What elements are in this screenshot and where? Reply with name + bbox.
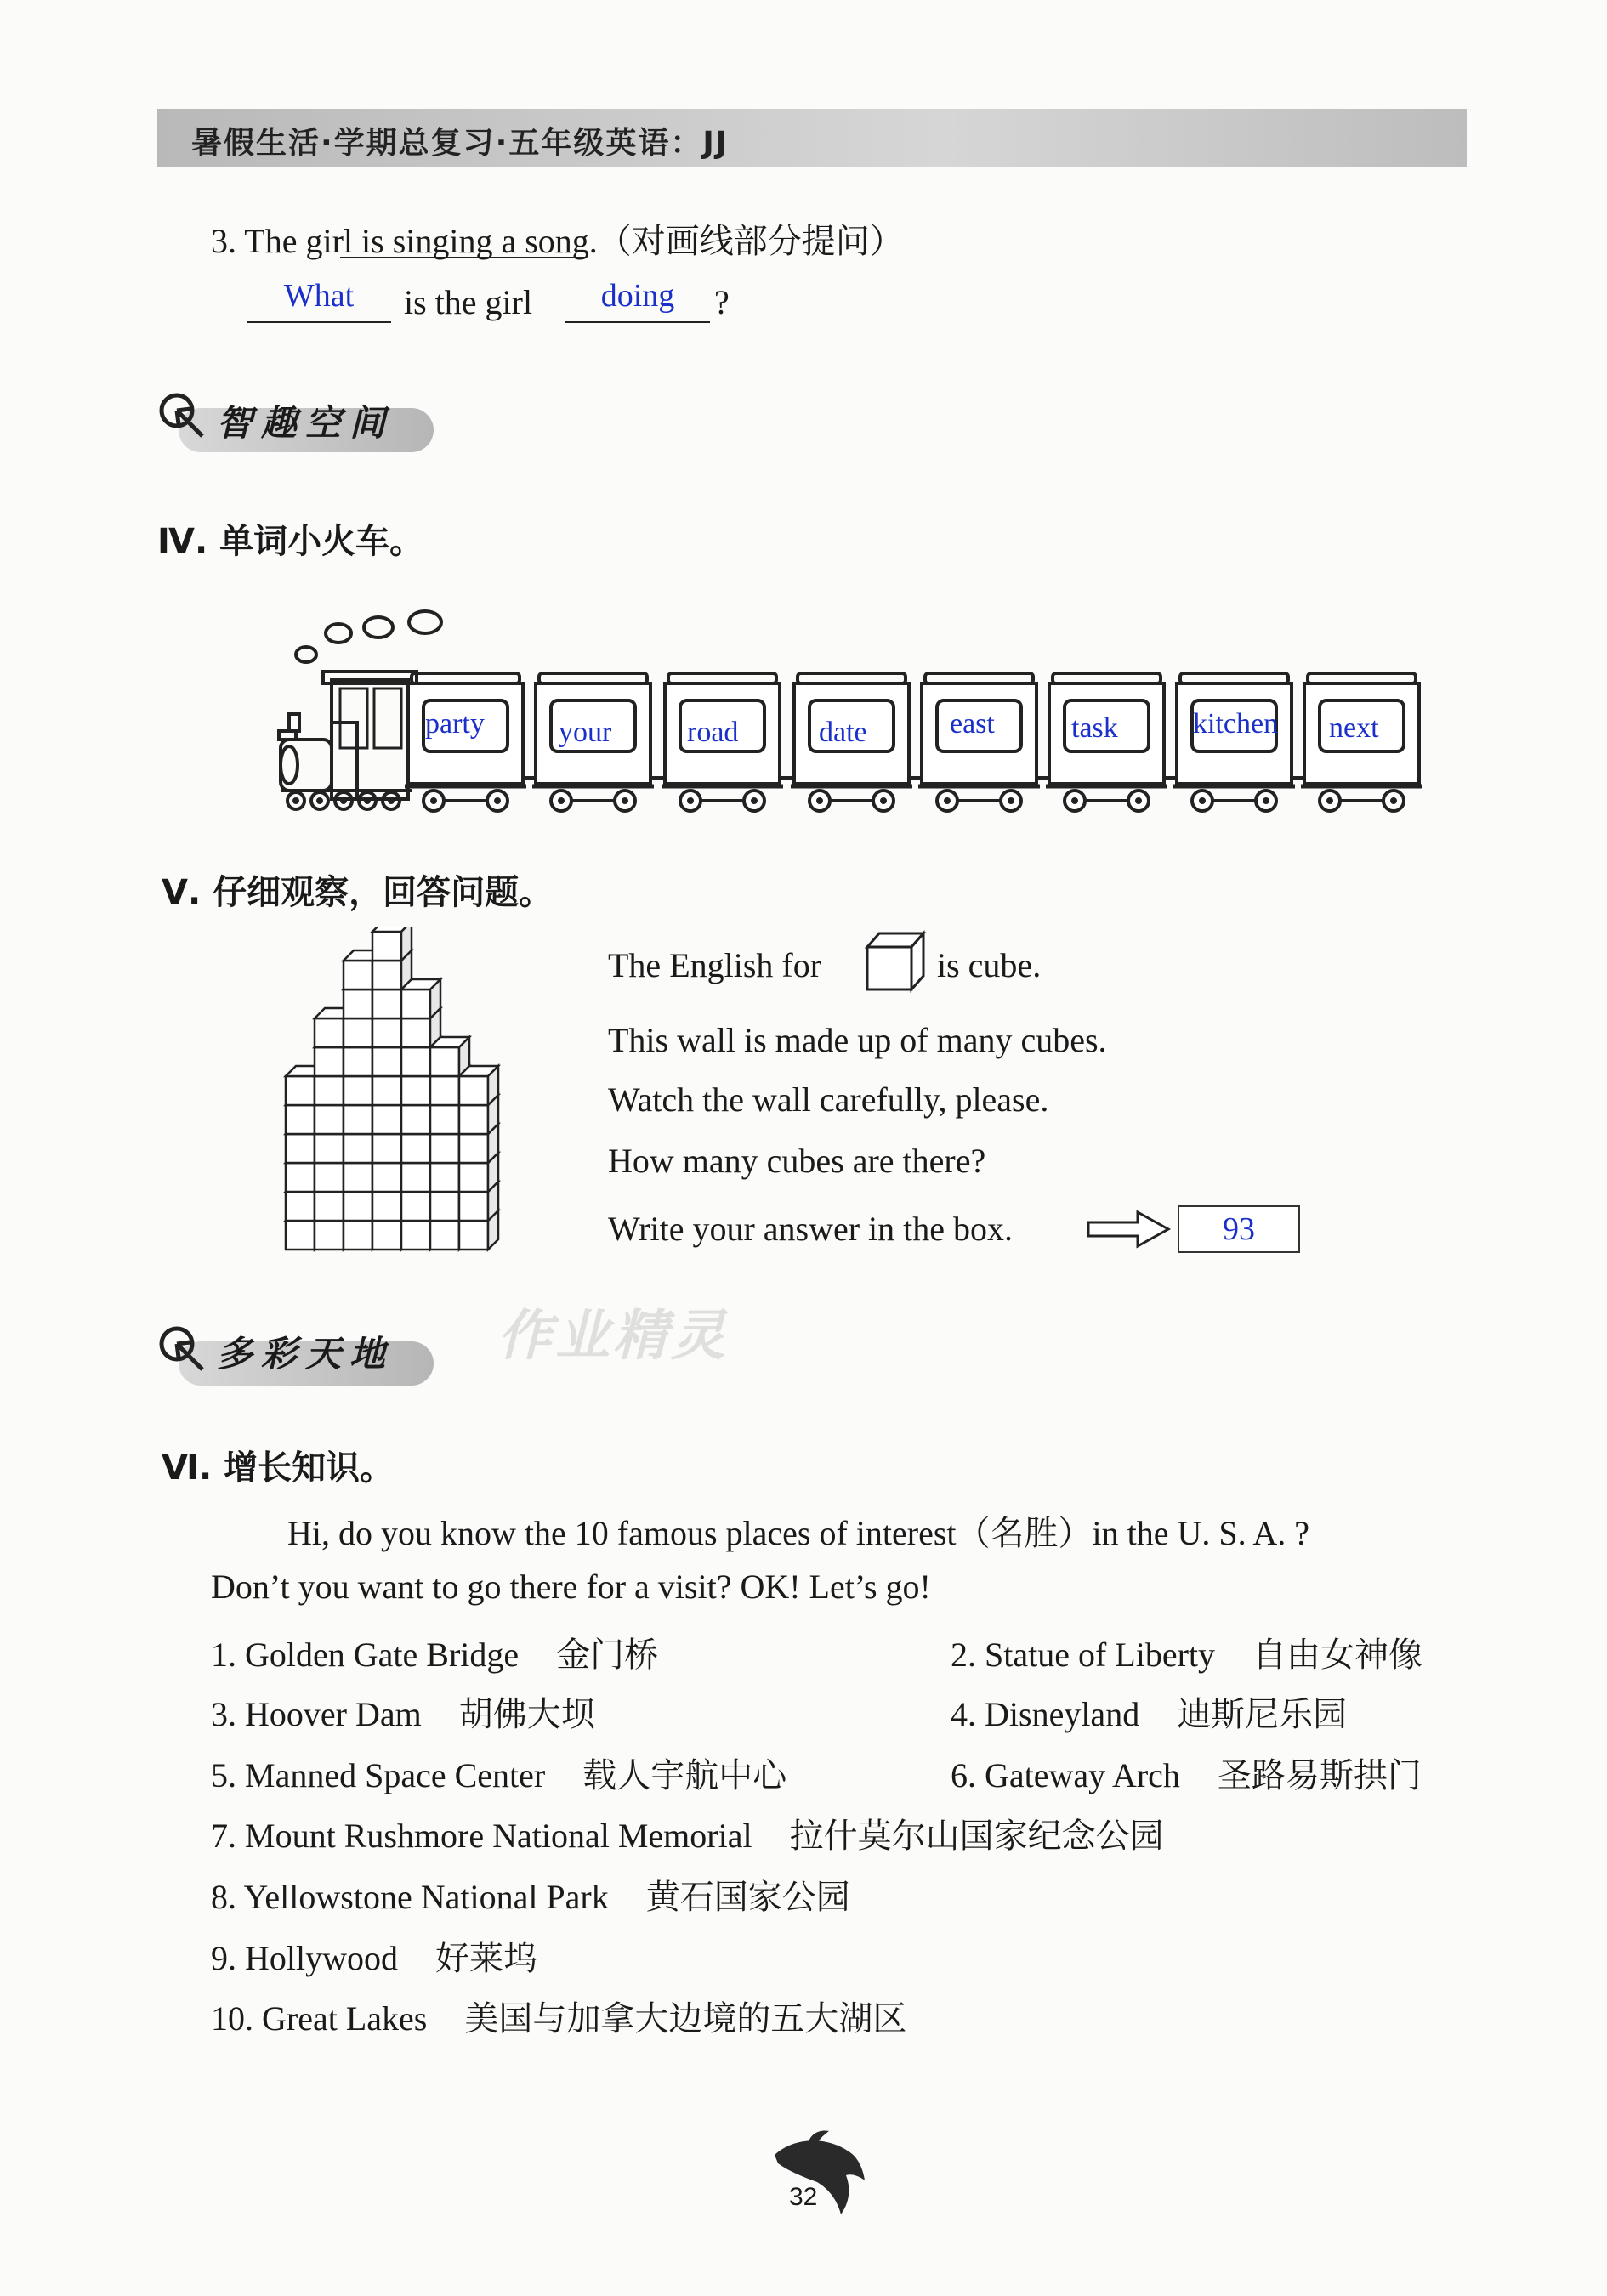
wagon-axle: [494, 797, 501, 804]
v-line2: This wall is made up of many cubes.: [608, 1021, 1107, 1059]
cube-face: [344, 1047, 372, 1076]
cube-face: [401, 989, 430, 1018]
cube-face: [401, 1134, 430, 1163]
v-line1-a: The English for: [608, 946, 822, 984]
answer-box[interactable]: [1178, 1205, 1300, 1253]
answer-blank-2[interactable]: [565, 274, 710, 323]
cube-face: [372, 1047, 401, 1076]
v-line1-b: is cube.: [937, 946, 1042, 984]
cube-face: [372, 932, 401, 961]
cube-face: [459, 1163, 488, 1192]
cube-face: [401, 1047, 430, 1076]
cube-face: [430, 1163, 459, 1192]
v-line3: Watch the wall carefully, please.: [608, 1080, 1049, 1119]
wagon-axle: [751, 797, 758, 804]
cube-face: [401, 1105, 430, 1134]
cube-face: [430, 1192, 459, 1221]
place-3: 3. Hoover Dam 胡佛大坝: [211, 1695, 595, 1733]
question-3-end: ?: [714, 283, 730, 321]
magnifier-arrow-icon: [153, 387, 213, 446]
cube-face: [430, 1221, 459, 1250]
cube-face: [344, 1076, 372, 1105]
cube-face: [344, 1018, 372, 1047]
wagon-axle: [1008, 797, 1014, 804]
wagon-axle: [1135, 797, 1142, 804]
wagon-axle: [880, 797, 887, 804]
magnifier-arrow-icon-2: [153, 1320, 213, 1380]
cube-face: [344, 1221, 372, 1250]
cube-face: [286, 1105, 315, 1134]
cube-face: [315, 1047, 344, 1076]
cube-face: [344, 1163, 372, 1192]
wagon-word-5: east: [950, 708, 995, 740]
cube-face: [430, 1105, 459, 1134]
place-4: 4. Disneyland 迪斯尼乐园: [951, 1695, 1348, 1733]
answer-blank-1[interactable]: [247, 274, 391, 323]
cube-face: [459, 1221, 488, 1250]
wagon-axle: [687, 797, 694, 804]
wagon-axle: [1199, 797, 1206, 804]
section-iv-label: Ⅳ. 单词小火车。: [157, 522, 424, 561]
page-header-title: 暑假生活·学期总复习·五年级英语：JJ: [191, 126, 730, 161]
place-10: 10. Great Lakes 美国与加拿大边境的五大湖区: [211, 1999, 907, 2038]
wagon-word-7: kitchen: [1193, 708, 1279, 740]
place-2: 2. Statue of Liberty 自由女神像: [951, 1636, 1423, 1674]
wagon-word-6: task: [1071, 712, 1118, 744]
cube-face: [344, 989, 372, 1018]
wagon-axle: [1326, 797, 1333, 804]
wagon-axle: [622, 797, 628, 804]
vi-intro-1: Hi, do you know the 10 famous places of interest（名胜）in the U. S. A. ?: [287, 1514, 1310, 1552]
answer-doing: doing: [600, 278, 675, 314]
place-7: 7. Mount Rushmore National Memorial 拉什莫尔山国家纪念公园: [211, 1817, 1164, 1855]
arrow-right-icon: [1087, 1209, 1172, 1251]
cube-face: [315, 1105, 344, 1134]
vi-intro-2: Don’t you want to go there for a visit? OK! Let’s go!: [211, 1568, 931, 1606]
cube-face: [286, 1192, 315, 1221]
wagon-axle: [1263, 797, 1269, 804]
cube-face: [459, 1134, 488, 1163]
cube-face: [344, 1105, 372, 1134]
dolphin-icon: [769, 2129, 872, 2223]
cube-face: [372, 1076, 401, 1105]
place-6: 6. Gateway Arch 圣路易斯拱门: [951, 1756, 1422, 1794]
cube-face: [315, 1192, 344, 1221]
wagon-word-2: your: [559, 717, 612, 748]
cube-face: [286, 1163, 315, 1192]
cube-face: [315, 1163, 344, 1192]
question-3-prompt: 3. The girl is singing a song.（对画线部分提问）: [211, 222, 904, 260]
wagon-axle: [558, 797, 565, 804]
wagon-word-1: party: [425, 708, 485, 740]
cube-face: [372, 1221, 401, 1250]
cube-face: [315, 1221, 344, 1250]
wagon-word-4: date: [819, 717, 867, 748]
cube-face: [372, 1018, 401, 1047]
section-vi-label: Ⅵ. 增长知识。: [162, 1448, 395, 1488]
cube-face: [401, 1076, 430, 1105]
cube-face: [315, 1018, 344, 1047]
place-5: 5. Manned Space Center 载人宇航中心: [211, 1756, 787, 1794]
question-3-middle: is the girl: [404, 283, 533, 321]
cube-face: [372, 1163, 401, 1192]
watermark: 作业精灵: [497, 1305, 729, 1368]
wagon-axle: [944, 797, 951, 804]
cube-face: [315, 1076, 344, 1105]
cube-face: [286, 1221, 315, 1250]
cube-face: [430, 1047, 459, 1076]
wagon-axle: [1390, 797, 1397, 804]
cube-face: [372, 1105, 401, 1134]
place-8: 8. Yellowstone National Park 黄石国家公园: [211, 1878, 850, 1916]
cube-face: [430, 1134, 459, 1163]
cube-face: [344, 1134, 372, 1163]
cube-face: [372, 1192, 401, 1221]
cube-face: [315, 1134, 344, 1163]
cube-face: [372, 961, 401, 989]
cube-face: [344, 961, 372, 989]
wagon-axle: [430, 797, 437, 804]
cube-face: [430, 1076, 459, 1105]
cube-count-answer: 93: [1223, 1211, 1255, 1247]
cube-face: [372, 989, 401, 1018]
v-line5: Write your answer in the box.: [608, 1210, 1014, 1248]
wagon-word-8: next: [1329, 712, 1379, 744]
section-title-zhiqu: 智趣空间: [217, 402, 395, 444]
cube-icon: [860, 928, 928, 996]
answer-what: What: [283, 278, 355, 314]
cube-face: [401, 1221, 430, 1250]
cube-face: [401, 1018, 430, 1047]
v-line4: How many cubes are there?: [608, 1142, 986, 1180]
cube-face: [344, 1192, 372, 1221]
cube-face: [401, 1163, 430, 1192]
wagon-axle: [1071, 797, 1078, 804]
place-9: 9. Hollywood 好莱坞: [211, 1939, 537, 1977]
wagon-axle: [816, 797, 823, 804]
cube-face: [372, 1134, 401, 1163]
cube-face: [459, 1192, 488, 1221]
page-number: 32: [789, 2183, 818, 2211]
wagon-word-3: road: [687, 717, 739, 748]
question-underline: [340, 255, 595, 260]
section-v-label: Ⅴ. 仔细观察，回答问题。: [162, 873, 554, 912]
section-title-duocai: 多彩天地: [217, 1333, 395, 1375]
cube-face: [401, 1192, 430, 1221]
cube-face: [286, 1134, 315, 1163]
place-1: 1. Golden Gate Bridge 金门桥: [211, 1636, 659, 1674]
cube-face: [459, 1076, 488, 1105]
cube-face: [286, 1076, 315, 1105]
cube-wall-figure: [281, 927, 502, 1258]
cube-face: [459, 1105, 488, 1134]
